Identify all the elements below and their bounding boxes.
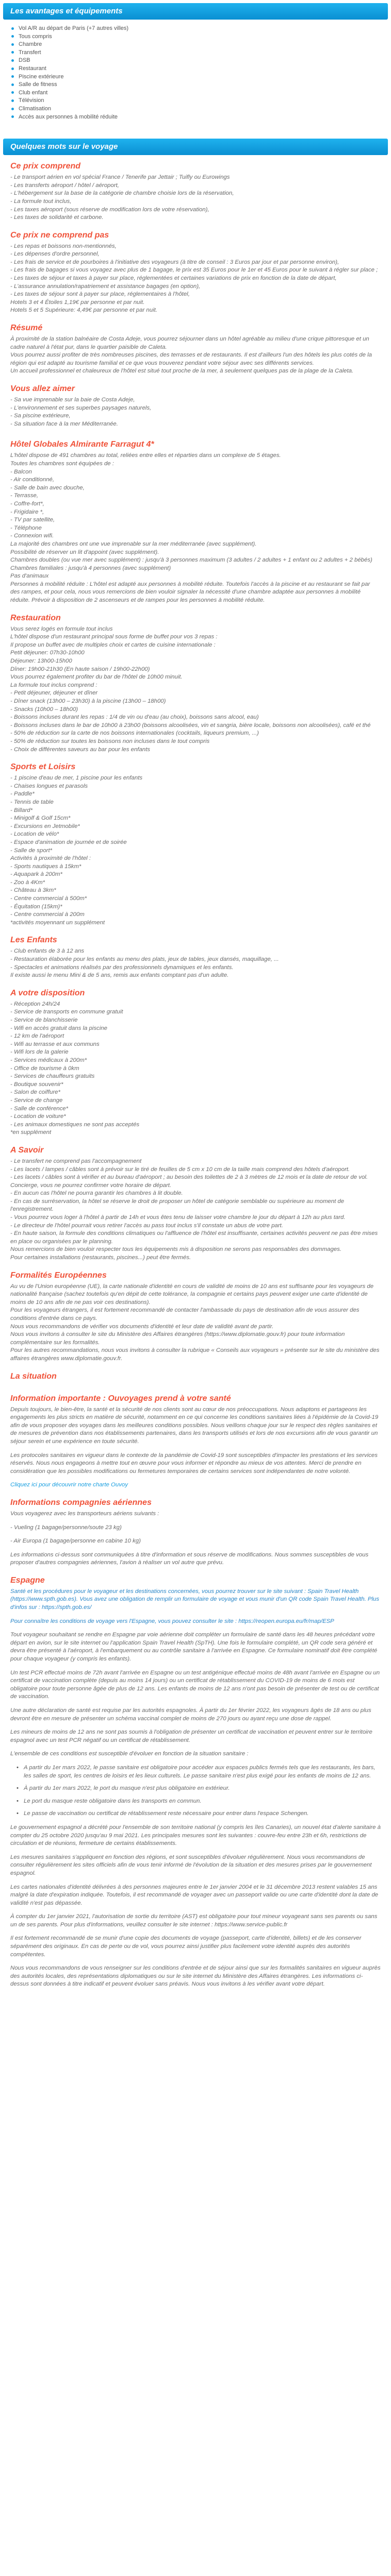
section-line: - Location de voiture*: [10, 1113, 66, 1120]
advantage-item: [11, 113, 391, 122]
section-line: Nous vous recommandons de vérifier vos documents d'identité et leur date de validité avant de partir.: [10, 1323, 274, 1330]
section-line: - Tennis de table: [10, 799, 54, 805]
section-title: Ce prix ne comprend pas: [10, 230, 109, 240]
section-body: [10, 174, 381, 222]
section-line: - Sa situation face à la mer Méditerranée.: [10, 420, 118, 427]
spain-title: Espagne: [10, 1575, 45, 1585]
airline-info-title: Informations compagnies aériennes: [10, 1498, 152, 1507]
section-line: - Service de blanchisserie: [10, 1017, 78, 1023]
section-line: - Air conditionné,: [10, 477, 55, 483]
section-line: - En aucun cas l'hôtel ne pourra garantir les chambres à lit double.: [10, 1190, 183, 1197]
bullet-icon: [11, 99, 14, 102]
trip-description-content: [0, 155, 391, 1381]
section-line: - Boissons incluses durant les repas : 1/4 de vin ou d'eau (au choix), boissons sans alcool, eau): [10, 714, 259, 721]
advantage-item: [11, 57, 391, 65]
section-line: - 50% de réduction sur la carte de nos boissons internationales (cocktails, liqueurs premium, ...): [10, 730, 259, 737]
section-title: Vous allez aimer: [10, 384, 75, 393]
spain-paragraph-3: Un test PCR effectué moins de 72h avant l'arrivée en Espagne ou un test antigénique effectué moins de 48h avant l'arrivée en Espagne ou un certificat de vaccination complète (depuis au moins 14 jours) ou un certificat de rétablissement du COVID-19 de moins de 6 mois est obligatoire pour toute personne âgée de plus de 12 ans. Les enfants de moins de 12 ans n'ont pas besoin de présenter de test ou de certificat de vaccination.: [10, 1669, 380, 1700]
section-line: - Téléphone: [10, 524, 42, 531]
bullet-icon: [11, 91, 14, 94]
advantage-label: Transfert: [19, 49, 41, 56]
section-line: - Le directeur de l'hôtel pourrait vous retirer l'accès au pass tout inclus s'il constate un abus de votre part.: [10, 1222, 283, 1229]
section-line: - Service de change: [10, 1097, 63, 1104]
spain-paragraph-7: Le gouvernement espagnol a décrété pour l'ensemble de son territoire national (y compris les îles Canaries), un nouvel état d'alerte sanitaire à compter du 25 octobre 2020 jusqu'au 9 mai 2021. Les principales mesures sont les suivantes : couvre-feu entre 23h et 6h, restrictions de circulation et de réunions, fermeture de certains établissements.: [10, 1824, 381, 1847]
airline-note: Les informations ci-dessus sont communiquées à titre d'information et sous réserve de modifications. Nous sommes susceptibles de vous proposer d'autres compagnies aériennes, l'avion à réaliser un vol autre que prévu.: [10, 1551, 369, 1566]
section-line: - Connexion wifi.: [10, 533, 54, 539]
section-line: - Service de transports en commune gratuit: [10, 1009, 123, 1015]
section-line: Vous serez logés en formule tout inclus: [10, 625, 113, 632]
advantage-label: Accès aux personnes à mobilité réduite: [19, 113, 118, 120]
advantage-label: Club enfant: [19, 89, 48, 96]
section-line: - Zoo à 4Km*: [10, 879, 45, 886]
section-line: Nous remercions de bien vouloir respecter tous les équipements mis à disposition ne serons pas responsables des dommages.: [10, 1246, 342, 1253]
section-line: Un accueil professionnel et chaleureux de l'hôtel est situé tout proche de la mer, à seulement quelques pas de la plage de la Caleta.: [10, 368, 354, 375]
trip-description-header: [3, 139, 388, 155]
section-line: Pas d'animaux: [10, 573, 49, 580]
section-line: La formule tout inclus comprend :: [10, 682, 97, 688]
section-line: - Espace d'animation de journée et de soirée: [10, 839, 127, 845]
bullet-icon: [11, 43, 14, 46]
section-line: - Sa piscine extérieure,: [10, 413, 71, 419]
section-line: - Les lacets / lampes / câbles sont à prévoir sur le tiré de feuilles de 5 cm x 10 cm de la taille mais comprend des hôtels d'aéroport.: [10, 1166, 350, 1173]
section-line: Il existe aussi le menu Mini & de 5 ans, remis aux enfants comptant pas d'un adulte.: [10, 972, 229, 979]
section-line: - Centre commercial à 200m: [10, 911, 85, 918]
section-title: Restauration: [10, 613, 61, 622]
advantage-item: [11, 49, 391, 57]
section-line: - Aquapark à 200m*: [10, 871, 62, 878]
section-line: - Les lacets / câbles sont à vérifier et au bureau d'aéroport ; au besoin des toilettes de 2 à 3 mètres de 12 mois et la date de retour de vol.: [10, 1174, 368, 1181]
section-line: - En haute saison, la formule des conditions climatiques ou l'affluence de l'hôtel est insuffisante, certaines activités peuvent ne pas être mises en place ou organisées par le planning.: [10, 1230, 378, 1245]
section-body: [10, 396, 381, 428]
section-line: - Choix de différentes saveurs au bar pour les enfants: [10, 746, 150, 753]
advantage-item: [11, 65, 391, 73]
spain-paragraph-9: Les cartes nationales d'identité délivrées à des personnes majeures entre le 1er janvier 2004 et le 31 décembre 2013 restent valables 15 ans malgré la date d'expiration indiquée. Toutefois, il est recommandé de voyager avec un passeport valide ou une carte d'identité dont la date de validité n'est pas dépassée.: [10, 1884, 379, 1906]
section-line: - Centre commercial à 500m*: [10, 895, 87, 902]
advantage-item: [11, 41, 391, 49]
advantage-label: Vol A/R au départ de Paris (+7 autres villes): [19, 25, 129, 31]
section-body: [10, 1283, 381, 1363]
section-line: - Les transferts aéroport / hôtel / aéroport,: [10, 182, 119, 189]
advantage-item: [11, 81, 391, 89]
section-body: [10, 947, 381, 979]
section-line: Au vu de l'Union européenne (UE), la carte nationale d'identité en cours de validité de moins de 10 ans est suffisante pour les voyageurs de nationalité française (sachez toutefois qu'en dépit de cette tolérance, la compagnie et certains pays peuvent exiger une carte d'identité de moins de 10 ans afin de ne pas voir ces destinations).: [10, 1283, 374, 1306]
section-title: La situation: [10, 1371, 57, 1381]
section-line: - Petit déjeuner, déjeuner et dîner: [10, 690, 98, 697]
section-line: - Boissons incluses dans le bar de 10h00 à 23h00 (boissons alcoolisées, vin et sangria, bière locale, boissons non alcoolisées), café et thé: [10, 722, 371, 728]
section-line: La majorité des chambres ont une vue imprenable sur la mer méditerranée (avec supplément).: [10, 540, 257, 547]
advantage-label: Chambre: [19, 41, 42, 48]
section-line: - Services de chauffeurs gratuits: [10, 1073, 95, 1080]
section-line: - Snacks (10h00 – 18h00): [10, 706, 78, 713]
section-title: Sports et Loisirs: [10, 762, 76, 772]
section-line: - L'environnement et ses superbes paysages naturels,: [10, 404, 152, 411]
bullet-icon: [11, 83, 14, 86]
section-line: Dîner: 19h00-21h30 (En haute saison / 19h00-22h00): [10, 666, 150, 672]
section-title: Hôtel Globales Almirante Farragut 4*: [10, 440, 154, 449]
section-line: *en supplément: [10, 1129, 52, 1136]
bullet-icon: [11, 115, 14, 118]
section-line: *activités moyennant un supplément: [10, 919, 105, 926]
section-line: - Minigolf & Golf 15cm*: [10, 815, 71, 822]
section-body: [10, 335, 381, 376]
section-line: - Wifi lors de la galerie: [10, 1049, 69, 1056]
spain-rule: • Le port du masque reste obligatoire dans les transports en commun.: [24, 1798, 381, 1806]
section-line: - 1 piscine d'eau de mer, 1 piscine pour les enfants: [10, 775, 143, 782]
section-line: - Wifi en accès gratuit dans la piscine: [10, 1025, 107, 1031]
section-line: - L'assurance annulation/rapatriement et assistance bagages (en option),: [10, 283, 201, 290]
section-line: Il propose un buffet avec de multiples choix et cartes de cuisine internationale :: [10, 641, 216, 648]
section-line: - TV par satellite,: [10, 517, 55, 523]
advantage-label: Tous compris: [19, 33, 52, 40]
section-line: Hotels 3 et 4 Étoiles 1,19€ par personne et par nuit.: [10, 299, 145, 306]
section-line: - Terrasse,: [10, 493, 39, 499]
section-line: Chambres familiales : jusqu'à 4 personnes (avec supplément): [10, 565, 171, 571]
section-line: Pour les voyageurs étrangers, il est fortement recommandé de contacter l'ambassade du pays de destination afin de vous assurer des conditions d'entrée dans ce pays.: [10, 1307, 360, 1321]
section-line: - Paddle*: [10, 791, 35, 798]
section-line: - Club enfants de 3 à 12 ans: [10, 948, 85, 955]
section-line: - 12 km de l'aéroport: [10, 1033, 64, 1040]
spain-paragraph-1b: Pour connaître les conditions de voyage vers l'Espagne, vous pouvez consulter le site : https://reopen.europa.eu/fr/map/ESP: [10, 1618, 334, 1624]
section-line: L'hôtel dispose de 491 chambres au total, reliées entre elles et réparties dans un complexe de 5 étages.: [10, 452, 281, 459]
section-line: - Dîner snack (13h00 – 23h30) à la piscine (13h00 – 18h00): [10, 698, 166, 704]
section-line: - Sports nautiques à 15km*: [10, 863, 82, 870]
spain-paragraph-2: Tout voyageur souhaitant se rendre en Espagne par voie aérienne doit compléter un formulaire de santé dans les 48 heures précédant votre départ en avion, sur le site internet ou l'application Spain Travel Health (SpTH). Une fois le formulaire complété, un QR code sera généré et devra être présenté à l'aéroport, à l'embarquement ou au contrôle sanitaire à l'arrivée en Espagne. Ce formulaire nominatif doit être complété pour chaque voyageur (y compris les enfants).: [10, 1632, 378, 1663]
section-line: Déjeuner: 13h00-15h00: [10, 658, 72, 665]
section-body: [10, 452, 381, 604]
section-line: - Les frais de bagages si vous voyagez avec plus de 1 bagage, le prix est 35 Euros pour le 1er et 45 Euros pour le suivant à régler sur place ;: [10, 267, 378, 274]
section-line: - Les dépenses d'ordre personnel,: [10, 251, 100, 258]
section-body: [10, 774, 381, 927]
section-line: Pour les autres recommandations, nous vous invitons à consulter la rubrique « Conseils aux voyageurs » présente sur le site du ministère des affaires étrangères www.diplomatie.gouv.fr.: [10, 1347, 380, 1362]
section-body: [10, 1001, 381, 1137]
advantage-label: Salle de fitness: [19, 81, 57, 88]
section-title: Résumé: [10, 324, 43, 333]
bullet-icon: [11, 27, 14, 30]
section-line: - Salle de conférence*: [10, 1105, 69, 1112]
advantage-label: Piscine extérieure: [19, 73, 64, 80]
section-line: Nous vous invitons à consulter le site du Ministère des Affaires étrangères (https://www.diplomatie.gouv.fr) pour toute information complémentaire sur les formalités.: [10, 1331, 345, 1346]
section-body: [10, 625, 381, 754]
section-line: - Les taxes aéroport (sous réserve de modification lors de votre réservation),: [10, 206, 209, 213]
section-line: - Le transfert ne comprend pas l'accompagnement: [10, 1158, 142, 1164]
section-line: - Les repas et boissons non-mentionnés,: [10, 243, 117, 249]
section-title: Les Enfants: [10, 936, 57, 945]
section-line: L'hôtel dispose d'un restaurant principal sous forme de buffet pour vos 3 repas :: [10, 634, 218, 640]
advantages-title: Les avantages et équipements: [10, 7, 123, 15]
section-line: - Restauration élaborée pour les enfants au menu des plats, jeux de tables, jeux dansés, maquillage, ...: [10, 956, 279, 963]
spain-rule: • Le passe de vaccination ou certificat de rétablissement reste nécessaire pour entrer dans l'espace Schengen.: [24, 1810, 381, 1818]
section-line: - Services médicaux à 200m*: [10, 1057, 87, 1063]
spain-paragraph-11: Il est fortement recommandé de se munir d'une copie des documents de voyage (passeport, carte d'identité, billets) et de les conserver séparément des originaux. En cas de perte ou de vol, vous pourrez ainsi justifier plus facilement votre identité auprès des autorités compétentes.: [10, 1935, 362, 1958]
section-line: - Salon de coiffure*: [10, 1089, 60, 1096]
section-line: - Sa vue imprenable sur la baie de Costa Adeje,: [10, 397, 135, 403]
section-body: [10, 243, 381, 315]
airline-line-1: - Vueling (1 bagage/personne/soute 23 kg): [10, 1524, 122, 1531]
airline-intro: Vous voyagerez avec les transporteurs aériens suivants :: [10, 1510, 159, 1517]
section-line: Toutes les chambres sont équipées de :: [10, 460, 114, 467]
situation-paragraph-2: Les protocoles sanitaires en vigueur dans le contexte de la pandémie de Covid-19 sont susceptibles d'impacter les prestations et les services réservés. Nous nous engageons à mettre tout en œuvre pour vous informer et répondre au mieux de vos attentes. Merci de prendre en considération que les possibles modifications ou fermetures temporaires de certains services sont indépendantes de notre volonté.: [10, 1452, 378, 1475]
section-line: - Salle de bain avec douche,: [10, 484, 85, 491]
section-line: - Les animaux domestiques ne sont pas acceptés: [10, 1121, 140, 1128]
section-line: - Chaises longues et parasols: [10, 783, 88, 789]
spain-rule: • À partir du 1er mars 2022, le port du masque n'est plus obligatoire en extérieur.: [24, 1785, 381, 1793]
section-line: Activités à proximité de l'hôtel :: [10, 855, 91, 862]
section-title: Formalités Européennes: [10, 1270, 107, 1280]
airline-line-2: - Air Europa (1 bagage/personne en cabine 10 kg): [10, 1538, 141, 1545]
advantage-item: [11, 73, 391, 81]
advantage-label: Restaurant: [19, 65, 46, 72]
spain-paragraph-10: À compter du 1er janvier 2021, l'autorisation de sortie du territoire (AST) est obligatoire pour tout mineur voyageant sans ses parents ou sans un de ses parents. Pour plus d'informations, veuillez consulter le site internet : https://www.service-public.fr: [10, 1913, 378, 1928]
trip-description-title: Quelques mots sur le voyage: [10, 142, 118, 151]
advantage-item: [11, 89, 391, 97]
advantage-item: [11, 97, 391, 105]
bullet-icon: [11, 67, 14, 70]
bullet-icon: [11, 51, 14, 54]
bullet-icon: [11, 75, 14, 78]
section-line: Concierge, vous ne pourrez confirmer votre horaire de départ.: [10, 1182, 172, 1189]
section-line: - Coffre-fort*,: [10, 500, 44, 507]
section-line: Vous pourrez également profiter du bar de l'hôtel de 10h00 minuit.: [10, 674, 183, 681]
section-line: - Office de tourisme à 0km: [10, 1065, 79, 1072]
section-line: - Wifi au terrasse et aux communs: [10, 1041, 100, 1047]
section-line: Pour certaines installations (restaurants, piscines...) peut être fermés.: [10, 1255, 191, 1261]
section-line: - Location de vélo*: [10, 831, 59, 838]
section-line: Personnes à mobilité réduite : L'hôtel est adapté aux personnes à mobilité réduite. Toutefois l'accès à la piscine et au restaurant se fait par des rampes, et pour cela, nous vous remercions de bien vouloir signaler la nécessité d'une chambre adaptée aux personnes à mobilité réduite. Prévoir à disposition de 2 ascenseurs et de rampes pour les personnes à mobilité réduite.: [10, 581, 370, 604]
charter-link[interactable]: Cliquez ici pour découvrir notre charte Ouvoy: [10, 1482, 128, 1488]
section-line: - Réception 24h/24: [10, 1001, 60, 1007]
situation-content: [0, 1387, 391, 1989]
spain-paragraph-5: Les mineurs de moins de 12 ans ne sont pas soumis à l'obligation de présenter un certificat de vaccination et peuvent entrer sur le territoire espagnol avec un test PCR négatif ou un certificat de rétablissement.: [10, 1729, 372, 1743]
spain-paragraph-12: Nous vous recommandons de vous renseigner sur les conditions d'entrée et de séjour ainsi que sur les formalités sanitaires en vigueur auprès des autorités locales, des représentations diplomatiques ou sur le site internet du Ministère des Affaires étrangères. Les informations ci-dessus sont données à titre indicatif et peuvent évoluer sans préavis. Nous vous invitons à les vérifier avant votre départ.: [10, 1965, 381, 1988]
spain-paragraph-6: L'ensemble de ces conditions est susceptible d'évoluer en fonction de la situation sanitaire :: [10, 1751, 249, 1757]
section-line: - La formule tout inclus,: [10, 198, 72, 205]
section-title: A votre disposition: [10, 988, 85, 997]
advantage-label: DSB: [19, 57, 30, 64]
situation-title: Information importante : Ouvoyages prend à votre santé: [10, 1394, 231, 1403]
advantages-header: [3, 3, 388, 20]
section-line: - Les taxes de solidarité et carbone.: [10, 214, 104, 221]
situation-paragraph-1: Depuis toujours, le bien-être, la santé et la sécurité de nos clients sont au cœur de nos préoccupations. Nous adaptons et partageons les engagements les plus stricts en matière de sécurité, notamment en ce qui concerne les conditions sanitaires liées à l'épidémie de la Covid-19 afin de vous proposer des voyages dans les meilleures conditions possibles. Nous veillons chaque jour sur le respect des règles sanitaires et de mesures de prévention dans nos établissements partenaires, dans les transports utilisés et lors de nos excursions afin de vous garantir un séjour serein et une expérience en toute sécurité.: [10, 1406, 379, 1445]
section-line: Vous pourrez aussi profiter de très nombreuses piscines, des terrasses et de restaurants. Il est d'ailleurs l'un des hôtels les plus cotés de la région qui est adapté au tourisme familial et ce que vous trouverez pendant votre séjour avec ses différents services.: [10, 352, 372, 366]
advantage-label: Climatisation: [19, 105, 51, 112]
section-line: - Spectacles et animations réalisés par des professionnels dynamiques et les enfants.: [10, 964, 234, 971]
advantage-item: [11, 105, 391, 113]
section-line: Hotels 5 et 5 Supérieure: 4,49€ par personne et par nuit.: [10, 307, 157, 314]
section-line: - Boutique souvenir*: [10, 1081, 63, 1088]
section-line: - Château à 3km*: [10, 887, 56, 894]
spain-paragraph-1: Santé et les procédures pour le voyageur et les destinations concernées, vous pourrez trouver sur le site suivant : Spain Travel Health (https://www.spth.gob.es). Vous avez une obligation de remplir un formulaire de voyage et vous munir d'un QR code Spain Travel Health. Plus d'infos sur : https://spth.gob.es/: [10, 1588, 380, 1611]
bullet-icon: [11, 59, 14, 62]
advantage-label: Télévision: [19, 97, 44, 104]
section-line: - Salle de sport*: [10, 847, 53, 854]
section-title: Ce prix comprend: [10, 162, 81, 171]
section-line: Petit déjeuner: 07h30-10h00: [10, 650, 85, 656]
section-line: - En cas de surréservation, la hôtel se réserve le droit de proposer un hôtel de catégorie semblable ou supérieure au moment de l'enregistrement.: [10, 1198, 345, 1213]
spain-paragraph-8: Les mesures sanitaires s'appliquent en fonction des régions, et sont susceptibles d'évoluer régulièrement. Nous vous recommandons de consulter régulièrement les sites officiels afin de vous tenir informé de l'évolution de la situation et des mesures prises par le gouvernement espagnol.: [10, 1854, 372, 1876]
spain-rule: • A partir du 1er mars 2022, le passe sanitaire est obligatoire pour accéder aux espaces publics fermés tels que les restaurants, les bars, les salles de sport, les centres de loisirs et les lieux culturels. Le passe sanitaire n'est plus exigé pour les enfants de moins de 12 ans.: [24, 1764, 381, 1780]
section-line: - Les taxes de séjour et taxes à payer sur place, réglementées et certaines variations de prix en fonction de la date de départ,: [10, 275, 337, 282]
spain-paragraph-4: Une autre déclaration de santé est requise par les autorités espagnoles. À partir du 1er février 2022, les voyageurs âgés de 18 ans ou plus devront être en mesure de présenter un schéma vaccinal complet de moins de 270 jours ou ayant reçu une dose de rappel.: [10, 1707, 371, 1722]
section-line: - L'hébergement sur la base de la catégorie de chambre choisie lors de la réservation,: [10, 190, 234, 197]
section-line: - 50% de réduction sur toutes les boissons non incluses dans le tout compris: [10, 738, 210, 744]
bullet-icon: [11, 35, 14, 38]
section-title: A Savoir: [10, 1145, 44, 1155]
section-line: - Vous pourrez vous loger à l'hôtel à partir de 14h et vous êtes tenu de laisser votre chambre le jour du départ à 12h au plus tard.: [10, 1214, 346, 1221]
section-line: - Frigidaire *,: [10, 509, 44, 515]
section-line: À proximité de la station balnéaire de Costa Adeje, vous pourrez séjourner dans un hôtel agréable au milieu d'une crique pittoresque et un cadre naturel à l'état pur, dans le quartier paisible de Caleta.: [10, 336, 369, 350]
section-body: [10, 1158, 381, 1262]
section-line: Chambres doubles (ou vue mer avec supplément) : jusqu'à 3 personnes maximum (3 adultes / 2 adultes + 1 enfant ou 2 adultes + 2 bébés): [10, 557, 372, 564]
section-line: - Le transport aérien en vol spécial France / Tenerife par Jettair ; Tuifly ou Eurowings: [10, 174, 230, 181]
advantage-item: [11, 33, 391, 41]
advantage-item: [11, 25, 391, 33]
section-line: - Balcon: [10, 468, 32, 475]
section-line: Possibilité de réserver un lit d'appoint (avec supplément).: [10, 549, 159, 555]
section-line: - Les taxes de séjour sont à payer sur place, réglementaires à l'hôtel,: [10, 291, 190, 298]
section-line: - Billard*: [10, 807, 33, 814]
section-line: - Équitation (15km)*: [10, 903, 62, 910]
spain-rules-list: [24, 1764, 381, 1818]
section-line: - Les frais de service et de pourboires à l'initiative des voyageurs (à titre de conseil : 3 Euros par jour et par personne environ),: [10, 259, 339, 265]
section-line: - Excursions en Jetmobile*: [10, 823, 80, 829]
bullet-icon: [11, 108, 14, 110]
advantages-list: [11, 25, 391, 121]
